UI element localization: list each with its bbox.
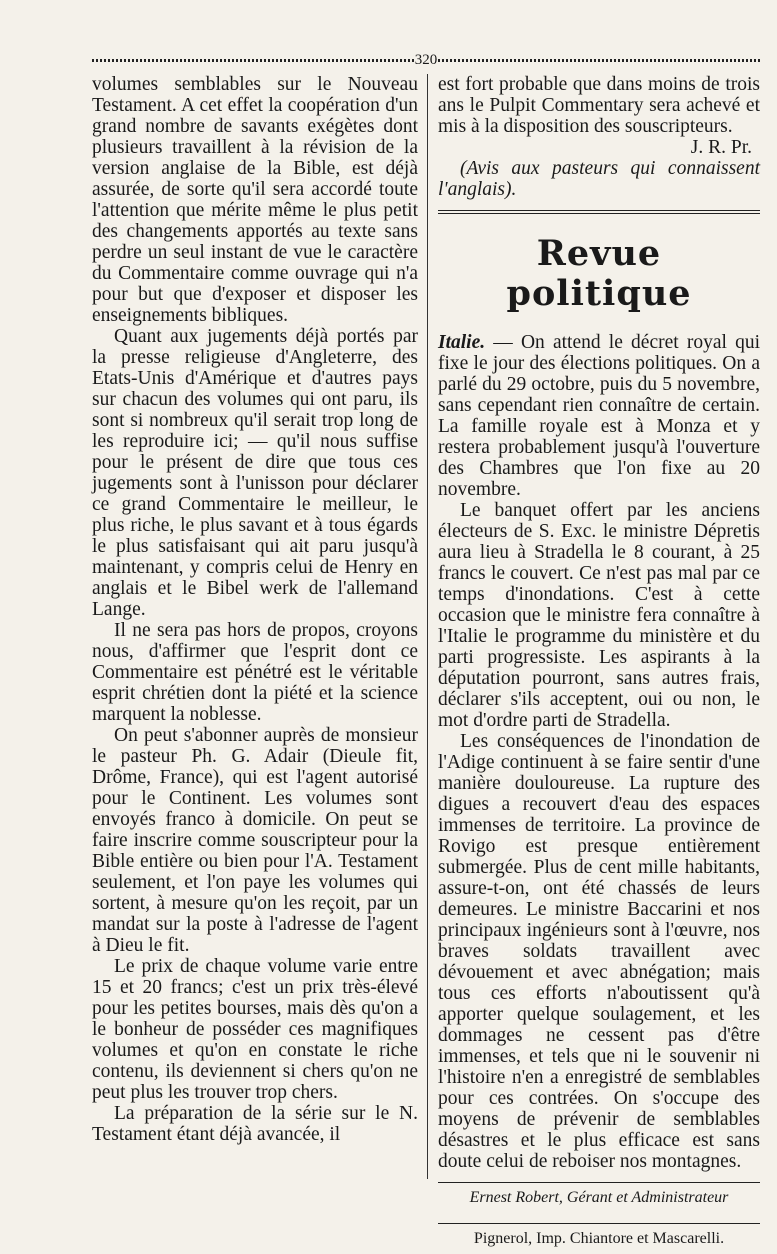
- page-number: 320: [414, 52, 438, 68]
- italy-paragraph-3: Les conséquences de l'inondation de l'Adige continuent à se faire sentir d'une manière douloureuse. La rupture des digues a recouvert d'eau des espaces immenses de territoire. La province de Rovigo est presque entièrement submergée. Plus de cent mille habitants, assure-t-on, ont été chassés de leurs demeures. Le ministre Baccarini et nos principaux ingénieurs sont à l'œuvre, nos braves soldats travaillent avec dévouement et avec abnégation; mais tous ces efforts n'aboutissent qu'à apporter quelque soulagement, et les dommages ne cessent pas d'être immenses, et tels que ni le souvenir ni l'histoire n'en a enregistré de semblables pour ces contrées. On s'occupe des moyens de prévenir de semblables désastres et le plus efficace est sans doute celui de reboiser nos montagnes.: [438, 731, 760, 1172]
- note-to-pastors: (Avis aux pasteurs qui connaissent l'anglais).: [438, 158, 760, 200]
- header-wavy-rule-left: [92, 59, 414, 62]
- left-paragraph-5: Le prix de chaque volume varie entre 15 et 20 francs; c'est un prix très-élevé pour les petites bourses, mais dès qu'on a le bonheur de posséder ces magnifiques volumes et qu'on en constate le riche contenu, ils deviennent si chers qu'on ne peut plus les trouver trop chers.: [92, 956, 418, 1103]
- continuation-text: est fort probable que dans moins de trois ans le Pulpit Commentary sera achevé et mis à la disposition des souscripteurs.: [438, 74, 760, 137]
- country-label: Italie.: [438, 332, 486, 353]
- italy-paragraph-2: Le banquet offert par les anciens électeurs de S. Exc. le ministre Dépretis aura lieu à Stradella le 8 courant, à 25 francs le couvert. Ce n'est pas mal par ce temps d'inondations. C'est à cette occasion que le ministre fera connaître à l'Italie le programme du ministère et du parti progressiste. Les aspirants à la députation pourront, sans autres frais, déclarer s'ils acceptent, oui ou non, le mot d'ordre parti de Stradella.: [438, 500, 760, 731]
- footer-printer: Pignerol, Imp. Chiantore et Mascarelli.: [473, 1230, 725, 1247]
- footer-editor: Ernest Robert, Gérant et Administrateur: [469, 1189, 729, 1206]
- section-title: Revue politique: [506, 233, 692, 314]
- left-paragraph-2: Quant aux jugements déjà portés par la presse religieuse d'Angleterre, des Etats-Unis d'Amérique et d'autres pays sur chacun des volumes qui ont paru, ils sont si nombreux qu'il serait trop long de les reproduire ici; — qu'il nous suffise pour le présent de dire que tous ces jugements sont à l'unisson pour déclarer ce grand Commentaire le meilleur, le plus riche, le plus savant et à tous égards le plus satisfaisant qui ait paru jusqu'à maintenant, y compris celui de Henry en anglais et le Bibel werk de l'allemand Lange.: [92, 326, 418, 620]
- italy-paragraph-1: [438, 332, 760, 500]
- left-paragraph-3: Il ne sera pas hors de propos, croyons nous, d'affirmer que l'esprit dont ce Commentaire est pénétré est le véritable esprit chrétien dont la piété et la science marquent la noblesse.: [92, 620, 418, 725]
- author-signature: J. R. Pr.: [690, 137, 752, 158]
- signature-line: [438, 137, 760, 158]
- left-paragraph-6: La préparation de la série sur le N. Testament étant déjà avancée, il: [92, 1103, 418, 1145]
- left-paragraph-1: volumes semblables sur le Nouveau Testament. A cet effet la coopération d'un grand nombre de savants exégètes dont plusieurs travaillent à la révision de la version anglaise de la Bible, est déjà assurée, de sorte qu'il sera accordé toute l'attention que mérite même le plus petit des changements apportés au texte sans perdre un seul instant de vue le caractère du Commentaire comme ouvrage qui n'a pour but que d'exposer et disposer les enseignements bibliques.: [92, 74, 418, 326]
- header-wavy-rule-right: [438, 59, 760, 62]
- italy-paragraph-1-text: — On attend le décret royal qui fixe le jour des élections politiques. On a parlé du 29 octobre, puis du 5 novembre, sans cependant rien connaître de certain. La famille royale est à Monza et y restera probablement jusqu'à l'ouverture des Chambres que l'on fixe au 20 novembre.: [438, 332, 760, 500]
- left-column: [92, 74, 418, 1145]
- left-paragraph-4: On peut s'abonner auprès de monsieur le pasteur Ph. G. Adair (Dieule fit, Drôme, France), qui est l'agent autorisé pour le Continent. Les volumes sont envoyés franco à domicile. On peut se faire inscrire comme souscripteur pour la Bible entière ou bien pour l'A. Testament seulement, et l'on paye les volumes qui sortent, à mesure qu'on les reçoit, par un mandat sur la poste à l'adresse de l'agent à Dieu le fit.: [92, 725, 418, 956]
- right-column: [438, 74, 760, 1254]
- section-divider: [438, 210, 760, 214]
- column-divider: [427, 74, 428, 1179]
- page-header: [92, 52, 760, 68]
